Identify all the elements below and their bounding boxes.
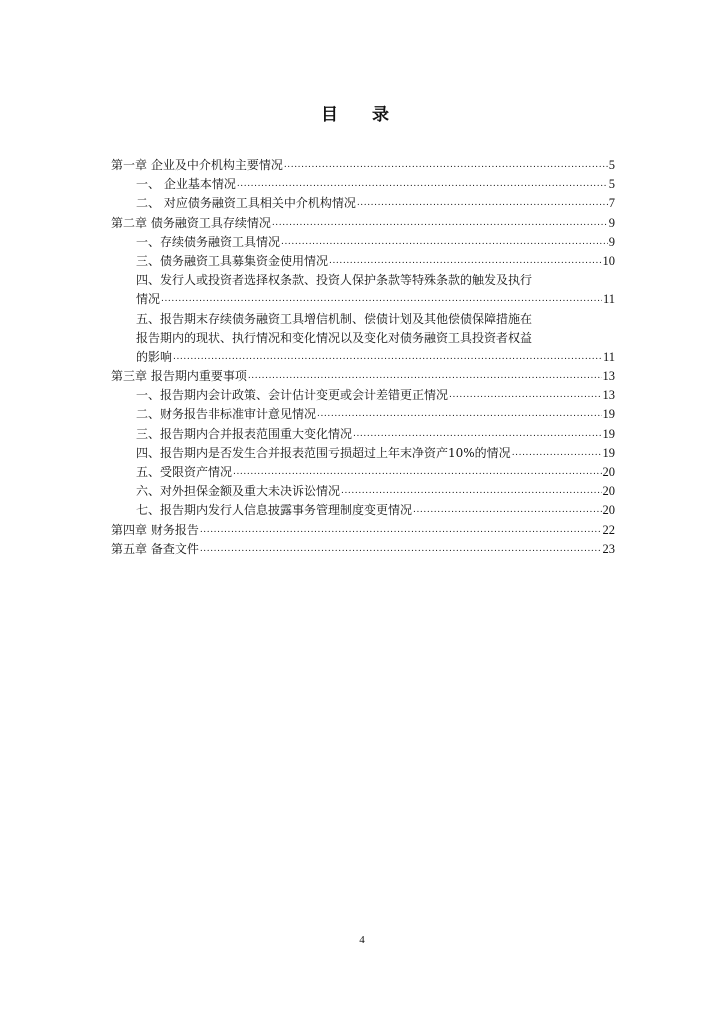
toc-entry-page: 23	[602, 541, 615, 556]
toc-entry-page: 9	[608, 215, 615, 230]
toc-entry-page: 13	[602, 388, 615, 403]
toc-entry[interactable]	[111, 540, 615, 559]
toc-entry-page: 10	[602, 253, 615, 268]
toc-entry-page: 20	[602, 484, 615, 499]
toc-entry-text: 六、对外担保金额及重大未决诉讼情况	[136, 484, 341, 499]
dot-leader	[200, 538, 602, 559]
page-title: 目 录	[321, 105, 403, 125]
toc-entry-text: 第二章 债务融资工具存续情况	[111, 215, 271, 230]
dot-leader	[512, 442, 602, 463]
dot-leader	[413, 499, 601, 520]
dot-leader	[281, 231, 608, 252]
dot-leader	[357, 192, 608, 213]
toc-entry-text: 四、报告期内是否发生合并报表范围亏损超过上年末净资产10%的情况	[136, 445, 511, 460]
dot-leader	[233, 461, 601, 482]
toc-entry-text: 第五章 备查文件	[111, 541, 199, 556]
toc-entry-page: 20	[602, 464, 615, 479]
toc-entry-text: 一、报告期内会计政策、会计估计变更或会计差错更正情况	[136, 388, 449, 403]
dot-leader	[353, 423, 601, 444]
toc-entry-page: 13	[602, 369, 615, 384]
toc-entry-text: 二、 对应债务融资工具相关中介机构情况	[136, 196, 356, 211]
toc-entry-text: 三、报告期内合并报表范围重大变化情况	[136, 426, 353, 441]
dot-leader	[272, 212, 608, 233]
toc-entry-page: 5	[608, 177, 615, 192]
toc-entry-text: 二、财务报告非标准审计意见情况	[136, 407, 317, 422]
toc-entry-text: 一、存续债务融资工具情况	[136, 234, 281, 249]
dot-leader	[329, 250, 601, 271]
toc-entry-text: 五、受限资产情况	[136, 464, 233, 479]
dot-leader	[248, 365, 602, 386]
toc-entry-page: 11	[602, 292, 615, 307]
dot-leader	[161, 288, 602, 309]
toc-entry-page: 7	[608, 196, 615, 211]
toc-entry-page: 19	[602, 426, 615, 441]
toc-entry-text: 一、 企业基本情况	[136, 177, 236, 192]
toc-entry-text: 情况	[136, 292, 161, 307]
dot-leader	[284, 154, 608, 175]
toc-entry-page: 19	[602, 445, 615, 460]
toc-entry-text: 第三章 报告期内重要事项	[111, 369, 247, 384]
footer-page-number: 4	[359, 934, 365, 946]
toc-entry-page: 11	[602, 349, 615, 364]
toc-entry-text: 第一章 企业及中介机构主要情况	[111, 157, 283, 172]
toc-entry-text: 第四章 财务报告	[111, 522, 199, 537]
toc-entry[interactable]	[111, 252, 615, 271]
toc-entry-page: 22	[602, 522, 615, 537]
table-of-contents	[111, 156, 615, 559]
toc-entry-page: 9	[608, 234, 615, 249]
toc-entry-text[interactable]: 四、发行人或投资者选择权条款、投资人保护条款等特殊条款的触发及执行	[136, 273, 533, 288]
dot-leader	[317, 403, 601, 424]
toc-entry-page: 20	[602, 503, 615, 518]
dot-leader	[341, 480, 601, 501]
toc-entry-text: 三、债务融资工具募集资金使用情况	[136, 253, 329, 268]
toc-entry-text[interactable]: 报告期内的现状、执行情况和变化情况以及变化对债务融资工具投资者权益	[136, 330, 533, 345]
toc-entry-page: 19	[602, 407, 615, 422]
toc-entry[interactable]	[111, 290, 615, 309]
toc-entry-text: 七、报告期内发行人信息披露事务管理制度变更情况	[136, 503, 413, 518]
toc-entry-text[interactable]: 五、报告期末存续债务融资工具增信机制、偿债计划及其他偿债保障措施在	[136, 311, 533, 326]
dot-leader	[200, 519, 602, 540]
toc-entry-text: 的影响	[136, 349, 173, 364]
dot-leader	[449, 384, 601, 405]
dot-leader	[237, 173, 608, 194]
dot-leader	[173, 346, 602, 367]
toc-entry-page: 5	[608, 157, 615, 172]
